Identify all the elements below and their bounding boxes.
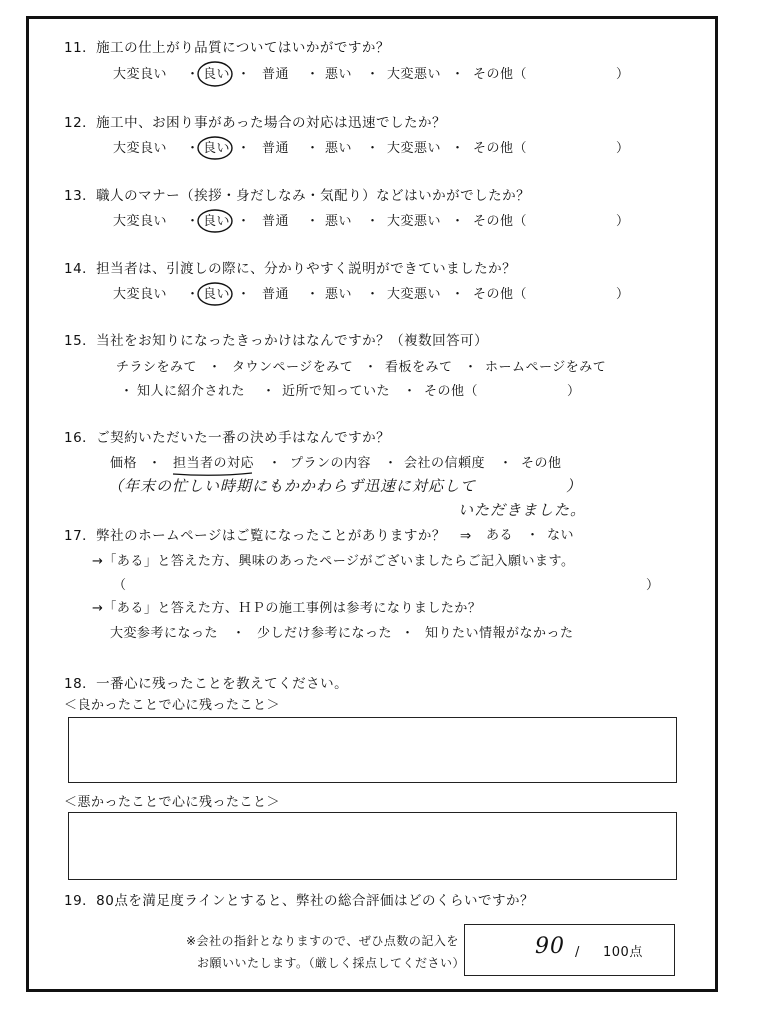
q12-option-average[interactable]: 普通 — [262, 141, 290, 156]
q11-option-very-bad[interactable]: 大変悪い — [387, 67, 442, 82]
q11-option-average[interactable]: 普通 — [262, 67, 290, 82]
separator: ・ — [268, 456, 282, 471]
q19-score-slash: / — [575, 945, 580, 960]
separator: ・ — [403, 384, 417, 399]
q14-option-bad[interactable]: 悪い — [325, 287, 353, 302]
q17-option-no[interactable]: ない — [547, 528, 575, 543]
q15-option-neighborhood[interactable]: 近所で知っていた — [282, 384, 391, 399]
separator: ・ — [186, 141, 200, 156]
q11-option-good[interactable]: 良い — [203, 67, 231, 82]
q12-option-good[interactable]: 良い — [203, 141, 231, 156]
q14-option-average[interactable]: 普通 — [262, 287, 290, 302]
separator: ・ — [306, 67, 320, 82]
q15-option-town-page[interactable]: タウンページをみて — [232, 360, 354, 375]
q11-other-close: ） — [616, 67, 630, 82]
q14-option-other[interactable]: その他（ — [473, 287, 528, 302]
q14-option-good[interactable]: 良い — [203, 287, 231, 302]
q13-question: 13．職人のマナー（挨拶・身だしなみ・気配り）などはいかがでしたか？ — [64, 188, 531, 204]
separator: ・ — [186, 214, 200, 229]
q17-followup-pages: →「ある」と答えた方、興味のあったページがございましたらご記入願います。 — [92, 554, 575, 569]
separator: ・ — [366, 67, 380, 82]
q18-question: 18．一番心に残ったことを教えてください。 — [64, 676, 349, 692]
q16-option-plan-content[interactable]: プランの内容 — [290, 456, 372, 471]
q12-other-close: ） — [616, 141, 630, 156]
q16-handwritten-comment: （年末の忙しい時期にもかかわらず迅速に対応して — [108, 477, 477, 495]
separator: ・ — [464, 360, 478, 375]
q17-pages-open: （ — [113, 578, 127, 593]
separator: ・ — [401, 626, 415, 641]
separator: ・ — [366, 141, 380, 156]
q16-option-staff-response[interactable]: 担当者の対応 — [173, 456, 255, 471]
separator: ・ — [451, 67, 465, 82]
q17-option-slightly-helpful[interactable]: 少しだけ参考になった — [257, 626, 393, 641]
q14-other-close: ） — [616, 287, 630, 302]
q12-option-very-bad[interactable]: 大変悪い — [387, 141, 442, 156]
q11-option-bad[interactable]: 悪い — [325, 67, 353, 82]
separator: ・ — [384, 456, 398, 471]
q13-other-close: ） — [616, 214, 630, 229]
q13-option-average[interactable]: 普通 — [262, 214, 290, 229]
q13-option-bad[interactable]: 悪い — [325, 214, 353, 229]
q17-question: 17．弊社のホームページはご覧になったことがありますか？ ⇒ — [64, 528, 472, 544]
separator: ・ — [366, 214, 380, 229]
q14-option-very-good[interactable]: 大変良い — [113, 287, 168, 302]
q16-handwritten-close: ） — [566, 477, 583, 495]
q13-option-very-bad[interactable]: 大変悪い — [387, 214, 442, 229]
separator: ・ — [237, 214, 251, 229]
separator: ・ — [186, 67, 200, 82]
q19-question: 19．80点を満足度ラインとすると、弊社の総合評価はどのくらいですか？ — [64, 893, 534, 909]
q19-note-line1: ※会社の指針となりますので、ぜひ点数の記入を — [186, 934, 459, 948]
separator: ・ — [306, 141, 320, 156]
q18-good-answer-box[interactable] — [68, 717, 677, 783]
separator: ・ — [237, 287, 251, 302]
separator: ・ — [232, 626, 246, 641]
q14-question: 14．担当者は、引渡しの際に、分かりやすく説明ができていましたか？ — [64, 261, 517, 277]
q15-option-signboard[interactable]: 看板をみて — [385, 360, 453, 375]
separator: ・ — [526, 528, 540, 543]
q15-option-introduction[interactable]: 知人に紹介された — [137, 384, 246, 399]
q15-option-other[interactable]: その他（ — [424, 384, 479, 399]
q14-option-very-bad[interactable]: 大変悪い — [387, 287, 442, 302]
q19-score-box[interactable] — [464, 924, 675, 976]
separator: ・ — [306, 214, 320, 229]
q17-option-yes[interactable]: ある — [486, 528, 514, 543]
q15-option-homepage[interactable]: ホームページをみて — [485, 360, 607, 375]
separator: ・ — [306, 287, 320, 302]
separator: ・ — [451, 141, 465, 156]
q15-option-flyer[interactable]: チラシをみて — [116, 360, 198, 375]
separator: ・ — [148, 456, 162, 471]
q18-good-label: ＜良かったことで心に残ったこと＞ — [64, 698, 281, 713]
separator: ・ — [208, 360, 222, 375]
separator: ・ — [120, 384, 134, 399]
q13-option-very-good[interactable]: 大変良い — [113, 214, 168, 229]
q13-option-other[interactable]: その他（ — [473, 214, 528, 229]
q11-option-very-good[interactable]: 大変良い — [113, 67, 168, 82]
separator: ・ — [451, 214, 465, 229]
q16-option-other[interactable]: その他 — [521, 456, 562, 471]
q11-question: 11．施工の仕上がり品質についてはいかがですか？ — [64, 40, 390, 56]
q16-handwritten-comment-line2: いただきました。 — [458, 501, 587, 519]
q12-option-bad[interactable]: 悪い — [325, 141, 353, 156]
q15-question: 15．当社をお知りになったきっかけはなんですか？（複数回答可） — [64, 333, 489, 349]
q12-option-other[interactable]: その他（ — [473, 141, 528, 156]
q19-score-max: 100点 — [603, 945, 643, 960]
q16-option-price[interactable]: 価格 — [110, 456, 138, 471]
q19-score-value: 90 — [535, 934, 565, 959]
q15-other-close: ） — [567, 384, 581, 399]
q18-bad-answer-box[interactable] — [68, 812, 677, 880]
q17-option-very-helpful[interactable]: 大変参考になった — [110, 626, 219, 641]
q17-followup-examples: →「ある」と答えた方、ＨＰの施工事例は参考になりましたか？ — [92, 601, 482, 616]
q12-option-very-good[interactable]: 大変良い — [113, 141, 168, 156]
separator: ・ — [237, 67, 251, 82]
q19-note-line2: お願いいたします。（厳しく採点してください） — [197, 956, 466, 970]
separator: ・ — [366, 287, 380, 302]
separator: ・ — [237, 141, 251, 156]
q18-bad-label: ＜悪かったことで心に残ったこと＞ — [64, 795, 281, 810]
separator: ・ — [364, 360, 378, 375]
q16-option-company-trust[interactable]: 会社の信頼度 — [404, 456, 486, 471]
separator: ・ — [186, 287, 200, 302]
q13-option-good[interactable]: 良い — [203, 214, 231, 229]
q16-question: 16．ご契約いただいた一番の決め手はなんですか？ — [64, 430, 391, 446]
q12-question: 12．施工中、お困り事があった場合の対応は迅速でしたか？ — [64, 115, 447, 131]
separator: ・ — [451, 287, 465, 302]
separator: ・ — [262, 384, 276, 399]
q17-pages-close: ） — [646, 578, 660, 593]
q17-option-no-info[interactable]: 知りたい情報がなかった — [425, 626, 574, 641]
q11-option-other[interactable]: その他（ — [473, 67, 528, 82]
separator: ・ — [499, 456, 513, 471]
